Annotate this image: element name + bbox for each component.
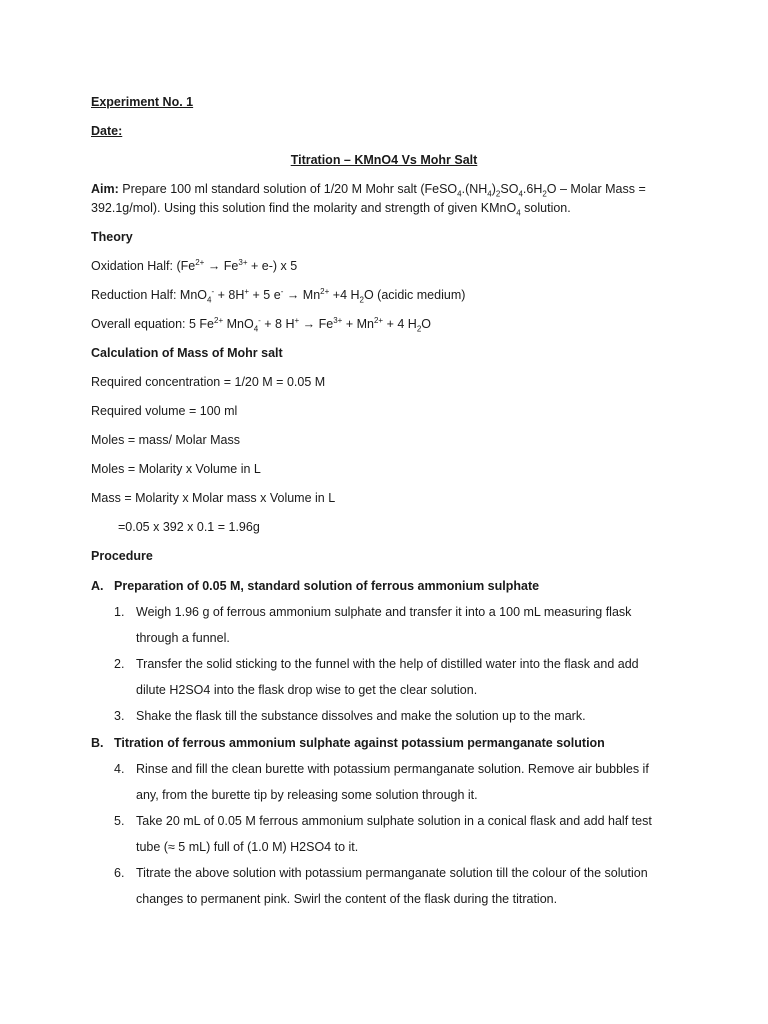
step-text: Take 20 mL of 0.05 M ferrous ammonium sulphate solution in a conical flask and add half test bbox=[136, 814, 652, 828]
section-a-title: Preparation of 0.05 M, standard solution of ferrous ammonium sulphate bbox=[114, 579, 540, 593]
section-b-letter: B. bbox=[91, 736, 104, 750]
step-text: any, from the burette tip by releasing some solution through it. bbox=[136, 788, 478, 802]
step-text: through a funnel. bbox=[136, 631, 230, 645]
step-text: changes to permanent pink. Swirl the content of the flask during the titration. bbox=[136, 892, 558, 906]
step-number: 5. bbox=[114, 814, 125, 828]
step-text: Titrate the above solution with potassium permanganate solution till the colour of the solution bbox=[136, 866, 648, 880]
section-b-title: Titration of ferrous ammonium sulphate against potassium permanganate solution bbox=[114, 736, 605, 750]
step-number: 1. bbox=[114, 605, 125, 619]
section-a-letter: A. bbox=[91, 579, 104, 593]
step-number: 2. bbox=[114, 657, 125, 671]
step-text: dilute H2SO4 into the flask drop wise to get the clear solution. bbox=[136, 683, 478, 697]
step-text: Weigh 1.96 g of ferrous ammonium sulphate and transfer it into a 100 mL measuring flask bbox=[136, 605, 632, 619]
reduction-half: Reduction Half: MnO$_4$- + 8H+ + 5 $e^- \to Mn^{2+} +4$ $H_2O$ (acidic medium) bbox=[91, 286, 466, 305]
theory-heading: Theory bbox=[91, 230, 133, 244]
step-text: Rinse and fill the clean burette with potassium permanganate solution. Remove air bubbles if bbox=[136, 762, 649, 776]
document-title: Titration – KMnO4 Vs Mohr Salt bbox=[290, 153, 478, 167]
step-text: tube (≈ 5 mL) full of (1.0 M) H2SO4 to it. bbox=[136, 840, 359, 854]
calculation-line: Moles = Molarity x Volume in L bbox=[91, 462, 261, 476]
date-label: Date: bbox=[91, 124, 123, 138]
experiment-number: Experiment No. 1 bbox=[91, 95, 194, 109]
calculation-line: Required concentration = 1/20 M = 0.05 M bbox=[91, 375, 326, 389]
aim-label: Aim: bbox=[91, 182, 119, 196]
aim-line-2: 392.1g/mol). Using this solution find the molarity and strength of given KMnO$_4$ solution. bbox=[91, 201, 571, 218]
oxidation-half: Oxidation Half: $(Fe^{2+} \to Fe^{3+} + e-)$ x 5 bbox=[91, 257, 298, 273]
step-number: 4. bbox=[114, 762, 125, 776]
step-number: 3. bbox=[114, 709, 125, 723]
aim-line-1: Aim: Prepare 100 ml standard solution of 1/20 M Mohr salt ($FeSO_4.(NH_4)_2SO_4.6H_2O$ – Molar Mass = bbox=[91, 182, 646, 199]
step-text: Shake the flask till the substance dissolves and make the solution up to the mark. bbox=[136, 709, 586, 723]
calculation-heading: Calculation of Mass of Mohr salt bbox=[91, 346, 283, 360]
step-number: 6. bbox=[114, 866, 125, 880]
calculation-result: =0.05 x 392 x 0.1 = 1.96g bbox=[118, 520, 260, 534]
calculation-line: Required volume = 100 ml bbox=[91, 404, 238, 418]
procedure-heading: Procedure bbox=[91, 549, 153, 563]
calculation-line: Mass = Molarity x Molar mass x Volume in L bbox=[91, 491, 336, 505]
calculation-line: Moles = mass/ Molar Mass bbox=[91, 433, 240, 447]
step-text: Transfer the solid sticking to the funnel with the help of distilled water into the flask and add bbox=[136, 657, 639, 671]
overall-equation: Overall equation: 5 $Fe^{2+}$ MnO$_4$- + 8 $H^+ \to Fe^{3+} + Mn^{2+} + 4$ $H_2O$ bbox=[91, 315, 431, 334]
